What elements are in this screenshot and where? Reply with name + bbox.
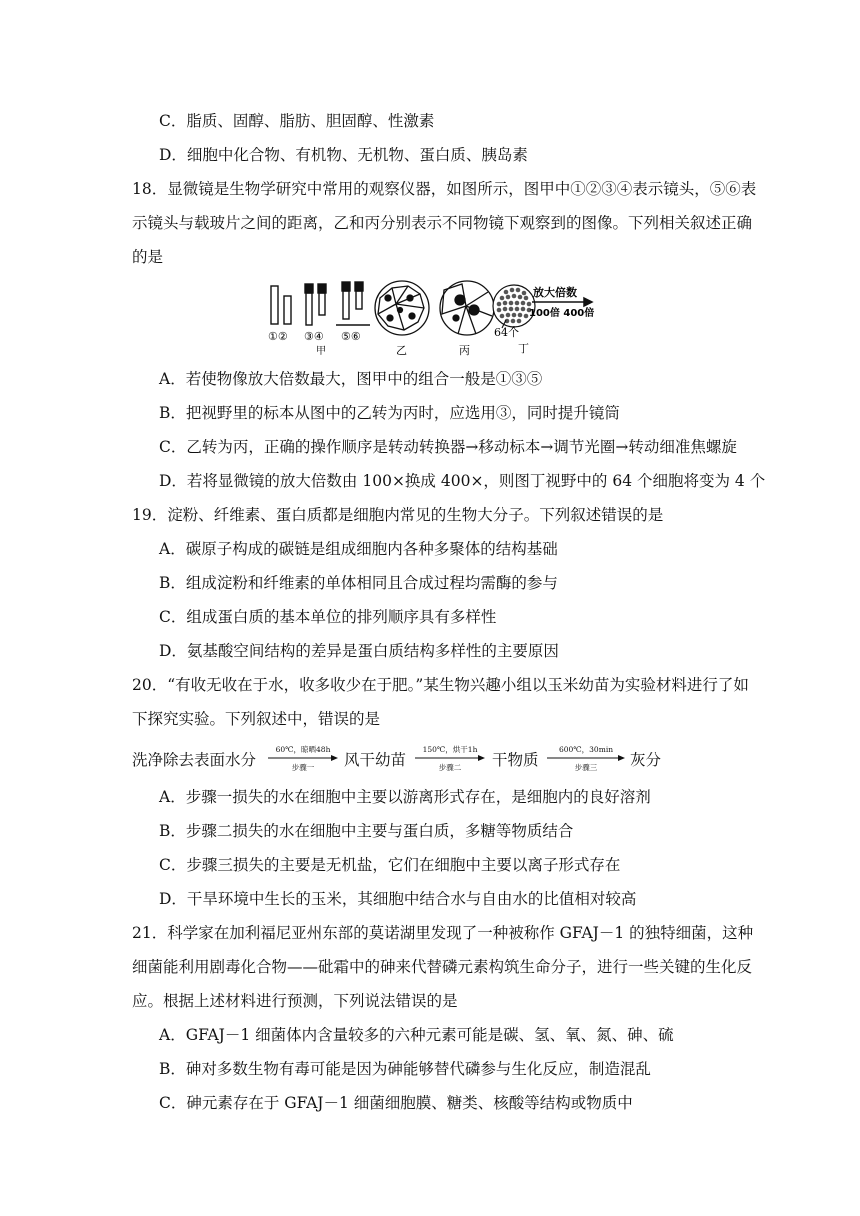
q18-stem-line3: 的是 [132,248,164,266]
label-distance-56: ⑤⑥ [341,330,361,343]
q19-option-b: B．组成淀粉和纤维素的单体相同且合成过程均需酶的参与 [159,574,558,592]
eyepiece-lens-icon [271,286,291,324]
flow-step-drymatter: 干物质 [492,751,539,769]
q18-stem-line1: 18．显微镜是生物学研究中常用的观察仪器，如图所示，图甲中①②③④表示镜头，⑤⑥表 [132,180,757,198]
field-of-view-yi-icon [375,281,429,335]
flow-arrow-3-step: 步骤三 [574,763,598,772]
label-bing: 丙 [459,344,470,357]
lens-slide-distance-icon [336,282,370,325]
q18-option-a: A．若使物像放大倍数最大，图甲中的组合一般是①③⑤ [159,370,543,388]
label-lens-12: ①② [268,330,288,343]
q21-stem-line3: 应。根据上述材料进行预测，下列说法错误的是 [132,992,458,1010]
q19-option-d: D．氨基酸空间结构的差异是蛋白质结构多样性的主要原因 [159,642,559,660]
zoom-title: 放大倍数 [533,286,577,299]
zoom-arrow-icon [532,298,592,306]
flow-arrow-1-step: 步骤一 [291,763,315,772]
q19-stem: 19．淀粉、纤维素、蛋白质都是细胞内常见的生物大分子。下列叙述错误的是 [132,506,664,524]
flow-arrow-3-condition: 600℃，30min [558,745,614,754]
flow-arrow-2-condition: 150℃，烘干1h [422,745,478,754]
flow-arrow-1-condition: 60℃，晾晒48h [275,745,331,754]
label-64-cells: 64个 [494,326,519,339]
arrow-right-icon [547,754,625,762]
q21-stem-line2: 细菌能利用剧毒化合物——砒霜中的砷来代替磷元素构筑生命分子，进行一些关键的生化反 [132,958,753,976]
arrow-right-icon [268,754,338,762]
flow-step-airdried: 风干幼苗 [344,751,407,769]
objective-lens-icon [305,284,326,325]
q20-option-c: C．步骤三损失的主要是无机盐，它们在细胞中主要以离子形式存在 [159,856,621,874]
q20-option-b: B．步骤二损失的水在细胞中主要与蛋白质，多糖等物质结合 [159,822,574,840]
flow-step-ash: 灰分 [630,751,662,769]
field-of-view-ding-icon [493,285,535,327]
q17-option-d: D．细胞中化合物、有机物、无机物、蛋白质、胰岛素 [159,146,528,164]
label-jia: 甲 [316,346,326,357]
flow-arrow-3 [547,745,625,775]
field-of-view-bing-icon [440,281,494,335]
q19-option-a: A．碳原子构成的碳链是组成细胞内各种多聚体的结构基础 [159,540,558,558]
label-yi: 乙 [396,344,407,357]
q17-option-c: C．脂质、固醇、脂肪、胆固醇、性激素 [159,112,435,130]
q20-option-a: A．步骤一损失的水在细胞中主要以游离形式存在，是细胞内的良好溶剂 [159,788,651,806]
q20-option-d: D．干旱环境中生长的玉米，其细胞中结合水与自由水的比值相对较高 [159,890,637,908]
q21-option-b: B．砷对多数生物有毒可能是因为砷能够替代磷参与生化反应，制造混乱 [159,1060,651,1078]
flow-arrow-2 [415,745,485,775]
q18-option-d: D．若将显微镜的放大倍数由 100×换成 400×，则图丁视野中的 64 个细胞将变为 4 个 [159,472,766,490]
q21-stem-line1: 21．科学家在加利福尼亚州东部的莫诺湖里发现了一种被称作 GFAJ－1 的独特细菌，这种 [132,924,754,942]
label-lens-34: ③④ [304,330,324,343]
q19-option-c: C．组成蛋白质的基本单位的排列顺序具有多样性 [159,608,497,626]
q21-option-c: C．砷元素存在于 GFAJ－1 细菌细胞膜、糖类、核酸等结构或物质中 [159,1094,633,1112]
flow-arrow-1 [268,745,338,775]
q20-stem-line2: 下探究实验。下列叙述中，错误的是 [132,710,381,728]
q18-stem-line2: 示镜头与载玻片之间的距离，乙和丙分别表示不同物镜下观察到的图像。下列相关叙述正确 [132,214,753,232]
q20-stem-line1: 20．“有收无收在于水，收多收少在于肥。”某生物兴趣小组以玉米幼苗为实验材料进行了如 [132,676,749,694]
arrow-right-icon [415,754,485,762]
flow-step-wash: 洗净除去表面水分 [132,751,257,769]
q21-option-a: A．GFAJ－1 细菌体内含量较多的六种元素可能是碳、氢、氧、氮、砷、硫 [159,1026,674,1044]
q20-process-flow [132,745,732,775]
label-ding: 丁 [518,342,529,355]
q18-option-b: B．把视野里的标本从图中的乙转为丙时，应选用③，同时提升镜筒 [159,404,620,422]
microscope-figure [262,276,602,362]
q18-option-c: C．乙转为丙，正确的操作顺序是转动转换器→移动标本→调节光圈→转动细准焦螺旋 [159,438,737,456]
flow-arrow-2-step: 步骤二 [438,763,462,772]
zoom-values: 100倍 400倍 [529,308,595,319]
